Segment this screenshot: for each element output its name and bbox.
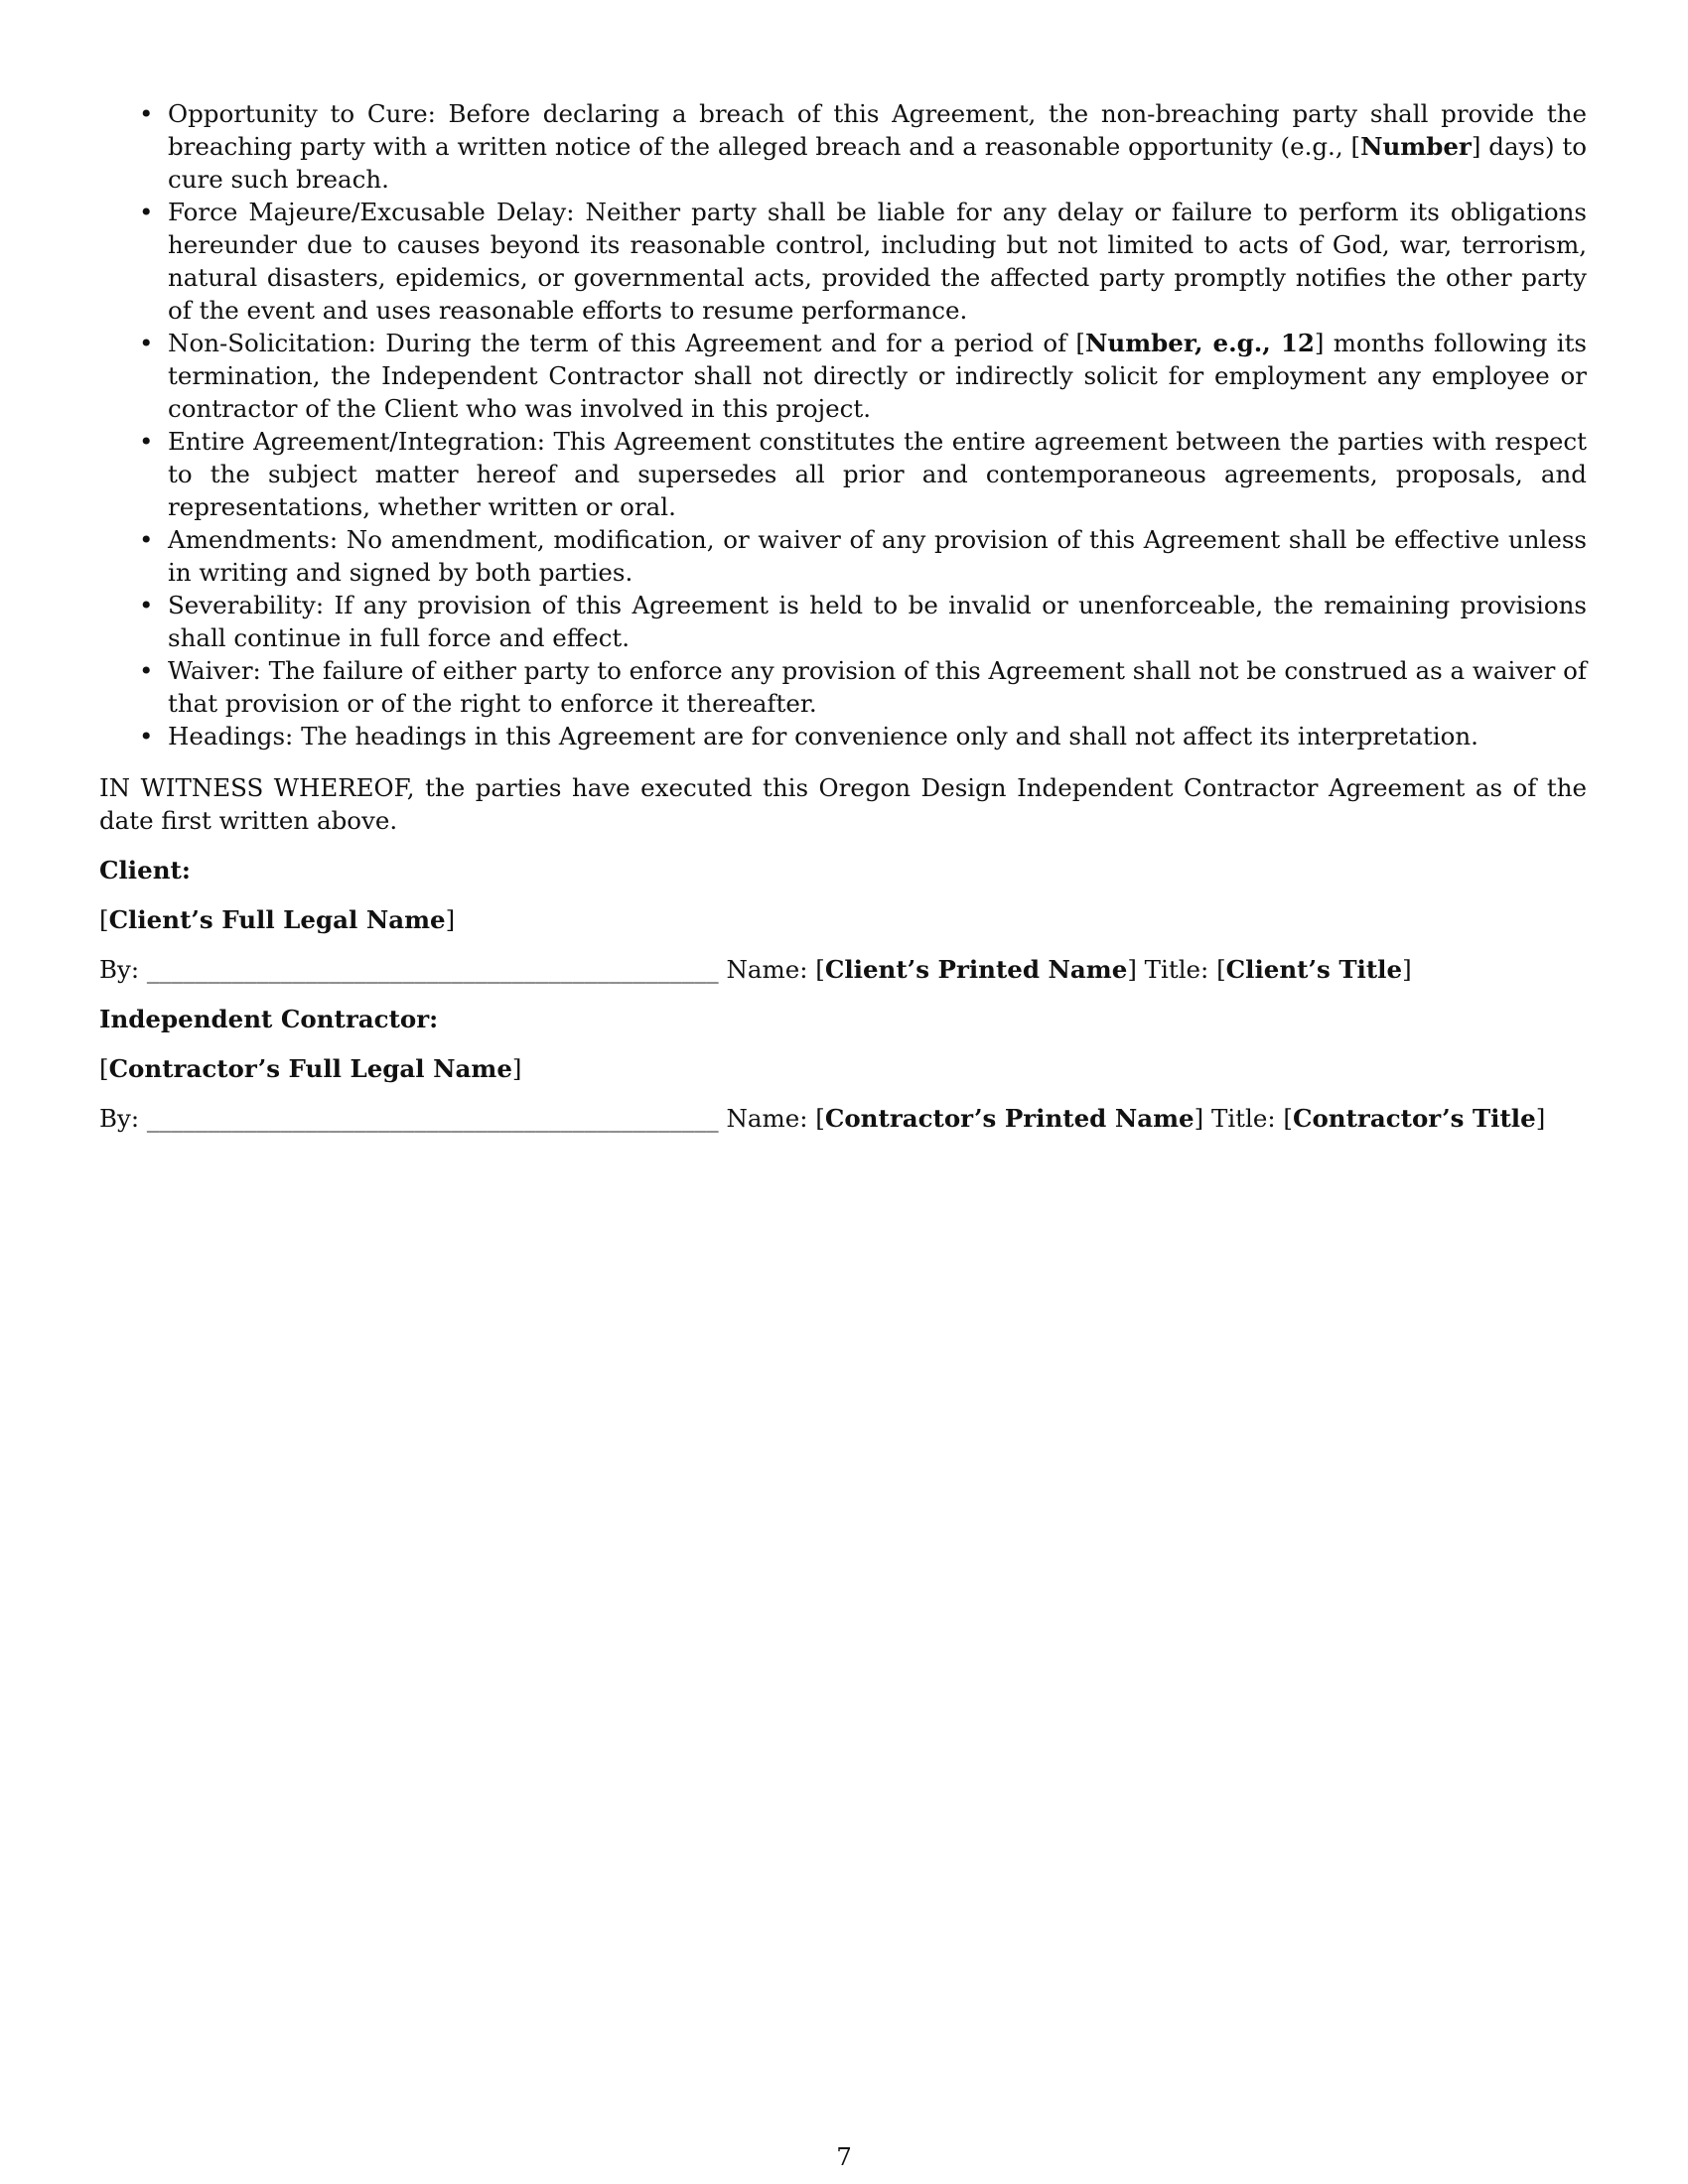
page-number: 7 <box>836 2142 852 2171</box>
clause-text: ] days) to cure such breach. <box>168 132 1587 194</box>
clause-amendments <box>99 523 1587 589</box>
clause-list <box>99 97 1587 752</box>
clause-entire-agreement <box>99 425 1587 523</box>
bracket: ] <box>445 905 456 934</box>
contractor-full-legal-name <box>99 1052 1587 1085</box>
by-label: By: <box>99 955 140 984</box>
clause-opportunity-to-cure <box>99 97 1587 196</box>
name-label: Name: [ <box>726 1104 825 1133</box>
document-page <box>99 97 1587 1135</box>
bracket: ] <box>1535 1104 1546 1133</box>
title-label: ] Title: [ <box>1194 1104 1293 1133</box>
clause-severability <box>99 589 1587 654</box>
contractor-signature-field[interactable]: _______________________________________________ <box>146 1104 719 1133</box>
name-label: Name: [ <box>726 955 825 984</box>
client-signature-line <box>99 953 1587 986</box>
by-label: By: <box>99 1104 140 1133</box>
contractor-signature-line <box>99 1102 1587 1135</box>
clause-text: Opportunity to Cure: Before declaring a breach of this Agreement, the non-breaching party shall provide the breaching party with a written notice of the alleged breach and a reasonable opportunity (e.g., [ <box>168 99 1587 161</box>
contractor-heading: Independent Contractor: <box>99 1005 439 1033</box>
witness-statement: IN WITNESS WHEREOF, the parties have executed this Oregon Design Independent Contractor Agreement as of the date first written above. <box>99 773 1587 835</box>
bracket: ] <box>511 1054 522 1083</box>
clause-text: Amendments: No amendment, modification, or waiver of any provision of this Agreement shall be effective unless in writing and signed by both parties. <box>168 525 1587 587</box>
clause-force-majeure <box>99 196 1587 327</box>
contractor-title: Contractor’s Title <box>1292 1104 1536 1133</box>
clause-text: Waiver: The failure of either party to enforce any provision of this Agreement shall not be construed as a waiver of that provision or of the right to enforce it thereafter. <box>168 656 1587 718</box>
clause-placeholder: Number, e.g., 12 <box>1085 329 1315 357</box>
clause-placeholder: Number <box>1360 132 1472 161</box>
clause-text: Force Majeure/Excusable Delay: Neither party shall be liable for any delay or failure to perform its obligations hereunder due to causes beyond its reasonable control, including but not limited to acts of God, war, terrorism, natural disasters, epidemics, or governmental acts, provided the affected party promptly notifies the other party of the event and uses reasonable efforts to resume performance. <box>168 198 1587 325</box>
client-signature-field[interactable]: _______________________________________________ <box>146 955 719 984</box>
clause-text: Entire Agreement/Integration: This Agreement constitutes the entire agreement between the parties with respect to the subject matter hereof and supersedes all prior and contemporaneous agreements, proposals, and representations, whether written or oral. <box>168 427 1587 521</box>
clause-waiver <box>99 654 1587 720</box>
bracket: [ <box>99 1054 109 1083</box>
client-title: Client’s Title <box>1225 955 1403 984</box>
clause-headings <box>99 720 1587 752</box>
bracket: ] <box>1402 955 1412 984</box>
clause-text: Non-Solicitation: During the term of this Agreement and for a period of [ <box>168 329 1085 357</box>
client-heading: Client: <box>99 856 191 885</box>
clause-non-solicitation <box>99 327 1587 425</box>
clause-text: Severability: If any provision of this Agreement is held to be invalid or unenforceable, the remaining provisions shall continue in full force and effect. <box>168 591 1587 652</box>
client-full-legal-name <box>99 903 1587 936</box>
clause-text: Headings: The headings in this Agreement are for convenience only and shall not affect its interpretation. <box>168 722 1478 751</box>
contractor-name-placeholder: Contractor’s Full Legal Name <box>108 1054 512 1083</box>
contractor-printed-name: Contractor’s Printed Name <box>824 1104 1195 1133</box>
clause-text: ] months following its termination, the Independent Contractor shall not directly or indirectly solicit for employment any employee or contractor of the Client who was involved in this project. <box>168 329 1587 423</box>
client-name-placeholder: Client’s Full Legal Name <box>108 905 446 934</box>
bracket: [ <box>99 905 109 934</box>
client-printed-name: Client’s Printed Name <box>824 955 1128 984</box>
title-label: ] Title: [ <box>1127 955 1226 984</box>
